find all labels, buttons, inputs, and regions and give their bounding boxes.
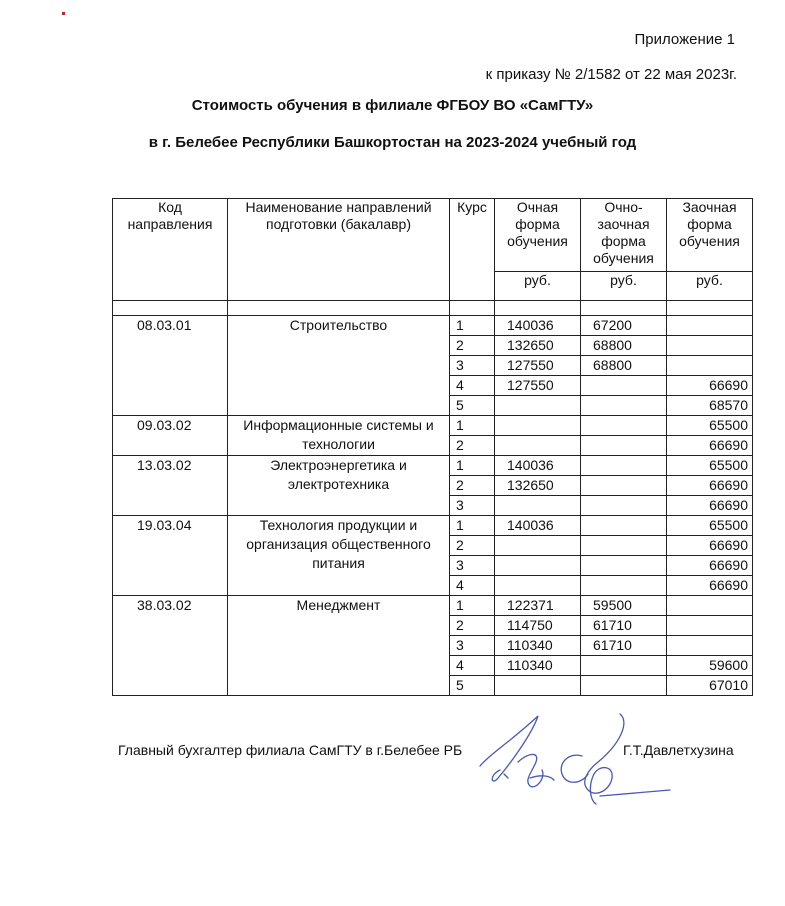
fee-extramural	[667, 336, 753, 356]
fee-mixed	[581, 396, 667, 416]
fee-fulltime	[495, 536, 581, 556]
course-number: 4	[450, 376, 495, 396]
course-number: 3	[450, 556, 495, 576]
signer-name: Г.Т.Давлетхузина	[623, 742, 734, 758]
fee-extramural: 65500	[667, 516, 753, 536]
tuition-fee-table	[112, 198, 753, 696]
table-row	[113, 516, 753, 536]
course-number: 3	[450, 496, 495, 516]
direction-code: 09.03.02	[113, 416, 228, 456]
course-number: 1	[450, 316, 495, 336]
course-number: 2	[450, 476, 495, 496]
fee-mixed	[581, 536, 667, 556]
fee-table-body	[113, 316, 753, 696]
fee-extramural: 66690	[667, 476, 753, 496]
fee-fulltime: 132650	[495, 476, 581, 496]
course-number: 2	[450, 616, 495, 636]
course-number: 5	[450, 396, 495, 416]
fee-extramural	[667, 356, 753, 376]
course-number: 3	[450, 356, 495, 376]
fee-mixed	[581, 516, 667, 536]
red-dot-mark	[62, 12, 65, 15]
fee-fulltime: 127550	[495, 376, 581, 396]
fee-mixed	[581, 436, 667, 456]
fee-mixed: 68800	[581, 336, 667, 356]
course-number: 4	[450, 576, 495, 596]
fee-mixed	[581, 656, 667, 676]
fee-extramural	[667, 596, 753, 616]
fee-mixed	[581, 376, 667, 396]
fee-mixed: 67200	[581, 316, 667, 336]
direction-code: 08.03.01	[113, 316, 228, 416]
fee-fulltime: 110340	[495, 656, 581, 676]
direction-code: 13.03.02	[113, 456, 228, 516]
fee-fulltime: 132650	[495, 336, 581, 356]
fee-mixed	[581, 576, 667, 596]
fee-fulltime	[495, 436, 581, 456]
fee-extramural	[667, 636, 753, 656]
header-fulltime: Очная форма обучения	[495, 199, 581, 272]
direction-name: Информационные системы и технологии	[228, 416, 450, 456]
fee-mixed: 61710	[581, 616, 667, 636]
header-direction-name: Наименование направлений подготовки (бакалавр)	[228, 199, 450, 301]
fee-fulltime: 140036	[495, 456, 581, 476]
course-number: 2	[450, 336, 495, 356]
fee-fulltime	[495, 416, 581, 436]
document-title-line1: Стоимость обучения в филиале ФГБОУ ВО «СамГТУ»	[191, 97, 594, 114]
course-number: 4	[450, 656, 495, 676]
fee-extramural: 66690	[667, 436, 753, 456]
fee-fulltime	[495, 396, 581, 416]
fee-fulltime	[495, 556, 581, 576]
course-number: 1	[450, 416, 495, 436]
fee-extramural: 66690	[667, 496, 753, 516]
unit-extramural: руб.	[667, 272, 753, 301]
course-number: 1	[450, 516, 495, 536]
table-row	[113, 416, 753, 436]
fee-mixed	[581, 456, 667, 476]
direction-name: Строительство	[228, 316, 450, 416]
table-row	[113, 596, 753, 616]
fee-mixed	[581, 556, 667, 576]
direction-name: Менеджмент	[228, 596, 450, 696]
fee-extramural: 65500	[667, 456, 753, 476]
fee-fulltime	[495, 496, 581, 516]
direction-code: 19.03.04	[113, 516, 228, 596]
fee-fulltime	[495, 576, 581, 596]
fee-extramural: 67010	[667, 676, 753, 696]
fee-extramural: 66690	[667, 536, 753, 556]
fee-fulltime	[495, 676, 581, 696]
fee-fulltime: 140036	[495, 516, 581, 536]
header-code: Код направления	[113, 199, 228, 301]
appendix-label: Приложение 1	[634, 31, 735, 48]
fee-extramural: 68570	[667, 396, 753, 416]
course-number: 5	[450, 676, 495, 696]
table-row	[113, 316, 753, 336]
course-number: 2	[450, 536, 495, 556]
fee-mixed	[581, 416, 667, 436]
fee-fulltime: 110340	[495, 636, 581, 656]
fee-extramural	[667, 616, 753, 636]
unit-fulltime: руб.	[495, 272, 581, 301]
fee-extramural: 59600	[667, 656, 753, 676]
fee-mixed: 68800	[581, 356, 667, 376]
order-reference: к приказу № 2/1582 от 22 мая 2023г.	[485, 66, 737, 83]
direction-code: 38.03.02	[113, 596, 228, 696]
fee-fulltime: 122371	[495, 596, 581, 616]
fee-extramural: 66690	[667, 556, 753, 576]
fee-mixed: 59500	[581, 596, 667, 616]
course-number: 1	[450, 596, 495, 616]
course-number: 3	[450, 636, 495, 656]
fee-extramural	[667, 316, 753, 336]
fee-mixed	[581, 476, 667, 496]
fee-extramural: 65500	[667, 416, 753, 436]
direction-name: Технология продукции и организация общественного питания	[228, 516, 450, 596]
fee-mixed	[581, 676, 667, 696]
fee-fulltime: 127550	[495, 356, 581, 376]
fee-fulltime: 140036	[495, 316, 581, 336]
document-title-line2: в г. Белебее Республики Башкортостан на 2023-2024 учебный год	[148, 134, 637, 151]
fee-extramural: 66690	[667, 376, 753, 396]
chief-accountant-position: Главный бухгалтер филиала СамГТУ в г.Белебее РБ	[118, 742, 463, 758]
header-course: Курс	[450, 199, 495, 301]
direction-name: Электроэнергетика и электротехника	[228, 456, 450, 516]
header-mixed: Очно-заочная форма обучения	[581, 199, 667, 272]
signature-image	[470, 704, 680, 814]
fee-extramural: 66690	[667, 576, 753, 596]
header-extramural: Заочная форма обучения	[667, 199, 753, 272]
course-number: 2	[450, 436, 495, 456]
unit-mixed: руб.	[581, 272, 667, 301]
fee-fulltime: 114750	[495, 616, 581, 636]
fee-mixed	[581, 496, 667, 516]
table-row	[113, 456, 753, 476]
fee-mixed: 61710	[581, 636, 667, 656]
course-number: 1	[450, 456, 495, 476]
